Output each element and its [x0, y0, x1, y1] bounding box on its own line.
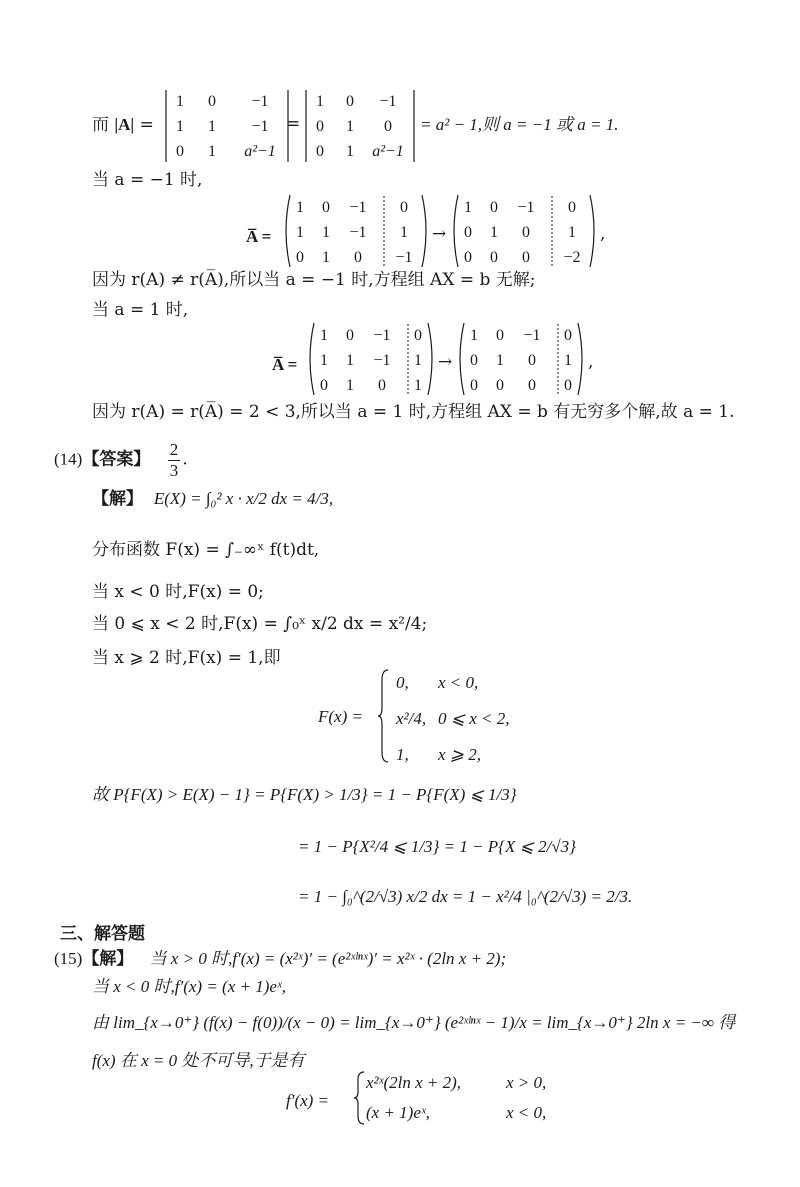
aug2-right-cell: 0 [496, 327, 504, 344]
det2-cell: 1 [346, 143, 354, 160]
aug2-right-cell: −1 [523, 327, 541, 344]
aug1-left-cell: 1 [296, 199, 304, 216]
q14-prob-line-1: 故 P{F(X) > E(X) − 1} = P{F(X) > 1/3} = 1 − P{F(X) ⩽ 1/3} [92, 785, 517, 804]
aug2-right-cell: 0 [564, 327, 572, 344]
aug1-left-cell: 0 [354, 249, 362, 266]
q14-piece-value: 1, [396, 745, 409, 764]
aug1-left-cell: 1 [400, 224, 408, 241]
augmented-matrix-1-left [282, 192, 430, 270]
aug2-left-cell: −1 [373, 352, 391, 369]
q14-prob-line-2: = 1 − P{X²/4 ⩽ 1/3} = 1 − P{X ⩽ 2/√3} [298, 837, 576, 856]
aug2-right-cell: 1 [496, 352, 504, 369]
aug1-right-cell: 0 [464, 224, 472, 241]
q14-piece-condition: 0 ⩽ x < 2, [438, 709, 510, 728]
aug2-left-cell: 1 [414, 352, 422, 369]
q15-line-4: f(x) 在 x = 0 处不可导,于是有 [92, 1051, 305, 1070]
det2-cell: 1 [346, 118, 354, 135]
aug2-left-cell: 0 [346, 327, 354, 344]
case1-intro: 当 a = −1 时, [92, 170, 203, 190]
q14-prob-line-3: = 1 − ∫₀^(2/√3) x/2 dx = 1 − x²/4 |₀^(2/√3) = 2/3. [298, 887, 633, 906]
aug1-right-cell: 0 [464, 249, 472, 266]
q15-piece-condition: x < 0, [506, 1103, 547, 1122]
determinant-1 [164, 88, 292, 164]
det2-cell: 0 [316, 118, 324, 135]
q15-line-3: 由 lim_{x→0⁺} (f(x) − f(0))/(x − 0) = lim_{x→0⁺} (e²ˣˡⁿˣ − 1)/x = lim_{x→0⁺} 2ln x = −∞ 得 [92, 1013, 736, 1032]
aug1-right-cell: 1 [464, 199, 472, 216]
det1-cell: 0 [176, 143, 184, 160]
det1-cell: 1 [208, 143, 216, 160]
q15-piece-value: (x + 1)eˣ, [366, 1103, 430, 1122]
q14-distribution: 分布函数 F(x) = ∫₋∞ˣ f(t)dt, [92, 540, 320, 560]
det1-cell: −1 [251, 93, 269, 110]
q15-line-2: 当 x < 0 时,f′(x) = (x + 1)eˣ, [92, 977, 286, 996]
aug2-right-cell: 0 [496, 377, 504, 394]
aug2-right-cell: 1 [564, 352, 572, 369]
aug2-right-cell: 0 [528, 352, 536, 369]
aug1-left-cell: 1 [296, 224, 304, 241]
q14-piecewise-brace [378, 668, 390, 764]
aug1-right-cell: 1 [490, 224, 498, 241]
case2-intro: 当 a = 1 时, [92, 300, 189, 320]
aug2-left-cell: 0 [414, 327, 422, 344]
augmented-matrix-2-left [306, 320, 436, 398]
aug2-left-cell: 0 [320, 377, 328, 394]
aug1-right-cell: −1 [517, 199, 535, 216]
aug1-right-cell: 1 [568, 224, 576, 241]
augmented-matrix-1-right [450, 192, 598, 270]
case1-conclusion: 因为 r(A) ≠ r(A̅),所以当 a = −1 时,方程组 AX = b 无解; [92, 270, 536, 290]
aug1-left-cell: 1 [322, 249, 330, 266]
det1-cell: 1 [208, 118, 216, 135]
det-label: |A| [114, 115, 135, 134]
case2-conclusion: 因为 r(A) = r(A̅) = 2 < 3,所以当 a = 1 时,方程组 AX = b 有无穷多个解,故 a = 1. [92, 402, 735, 422]
q14-case-b: 当 0 ⩽ x < 2 时,F(x) = ∫₀ˣ x/2 dx = x²/4; [92, 614, 428, 634]
det2-cell: 1 [316, 93, 324, 110]
q15-piecewise-label: f′(x) = [286, 1091, 330, 1110]
q14-piece-condition: x ⩾ 2, [438, 745, 482, 764]
det2-cell: 0 [384, 118, 392, 135]
aug1-right-cell: 0 [490, 249, 498, 266]
aug1-left-cell: −1 [349, 199, 367, 216]
q14-expectation: 【解】 E(X) = ∫₀² x · x/2 dx = 4/3, [92, 489, 334, 509]
aug1-left-cell: 0 [400, 199, 408, 216]
aug1-left-cell: 0 [296, 249, 304, 266]
aug2-left-cell: 1 [346, 352, 354, 369]
aug2-left-cell: 1 [320, 352, 328, 369]
q14-piece-value: x²/4, [396, 709, 427, 728]
aug1-right-cell: 0 [568, 199, 576, 216]
aug1-right-cell: 0 [522, 224, 530, 241]
q14-answer-line: (14)【答案】 $\frac{2}{3}$ . [54, 440, 188, 480]
q14-piece-value: 0, [396, 673, 409, 692]
det-tail: = a² − 1,则 a = −1 或 a = 1. [420, 115, 619, 134]
determinant-2 [304, 88, 418, 164]
q14-case-a: 当 x < 0 时,F(x) = 0; [92, 582, 264, 602]
det1-cell: 0 [208, 93, 216, 110]
aug1-left-cell: −1 [395, 249, 413, 266]
aug2-left-cell: 0 [378, 377, 386, 394]
q14-piecewise-label: F(x) = [318, 707, 363, 726]
det2-cell: 0 [316, 143, 324, 160]
aug2-label: A̅ = [272, 355, 298, 374]
aug2-right-cell: 0 [528, 377, 536, 394]
det1-cell: 1 [176, 93, 184, 110]
aug1-right-cell: 0 [490, 199, 498, 216]
aug2-right-cell: 0 [470, 377, 478, 394]
aug1-right-cell: 0 [522, 249, 530, 266]
aug2-left-cell: 1 [414, 377, 422, 394]
q15-piece-value: x²ˣ(2ln x + 2), [366, 1073, 462, 1092]
det2-cell: 0 [346, 93, 354, 110]
det1-cell: a²−1 [244, 143, 276, 160]
aug2-left-cell: 1 [320, 327, 328, 344]
row-reduce-arrow-2: → [438, 352, 453, 372]
aug1-left-cell: 0 [322, 199, 330, 216]
q15-piece-condition: x > 0, [506, 1073, 547, 1092]
det2-cell: a²−1 [372, 143, 404, 160]
det-intro: 而 |A| = [92, 115, 154, 135]
aug1-label: A̅ = [246, 227, 272, 246]
det2-cell: −1 [379, 93, 397, 110]
augmented-matrix-2-right [456, 320, 586, 398]
q15-piecewise-brace [354, 1070, 366, 1126]
q14-piece-condition: x < 0, [438, 673, 479, 692]
q14-case-c: 当 x ⩾ 2 时,F(x) = 1,即 [92, 648, 281, 668]
aug2-right-cell: 0 [564, 377, 572, 394]
det1-cell: 1 [176, 118, 184, 135]
aug1-right-cell: −2 [563, 249, 581, 266]
row-reduce-arrow-1: → [432, 224, 447, 244]
section-3-heading: 三、解答题 [60, 924, 145, 944]
aug1-left-cell: −1 [349, 224, 367, 241]
det1-cell: −1 [251, 118, 269, 135]
aug2-right-cell: 0 [470, 352, 478, 369]
aug1-left-cell: 1 [322, 224, 330, 241]
q14-answer-tag: 【答案】 [82, 449, 151, 470]
aug2-left-cell: 1 [346, 377, 354, 394]
aug2-left-cell: −1 [373, 327, 391, 344]
aug2-right-cell: 1 [470, 327, 478, 344]
q15-line-1: (15)【解】 当 x > 0 时,f′(x) = (x²ˣ)′ = (e²ˣˡⁿˣ)′ = x²ˣ · (2ln x + 2); [54, 949, 507, 969]
